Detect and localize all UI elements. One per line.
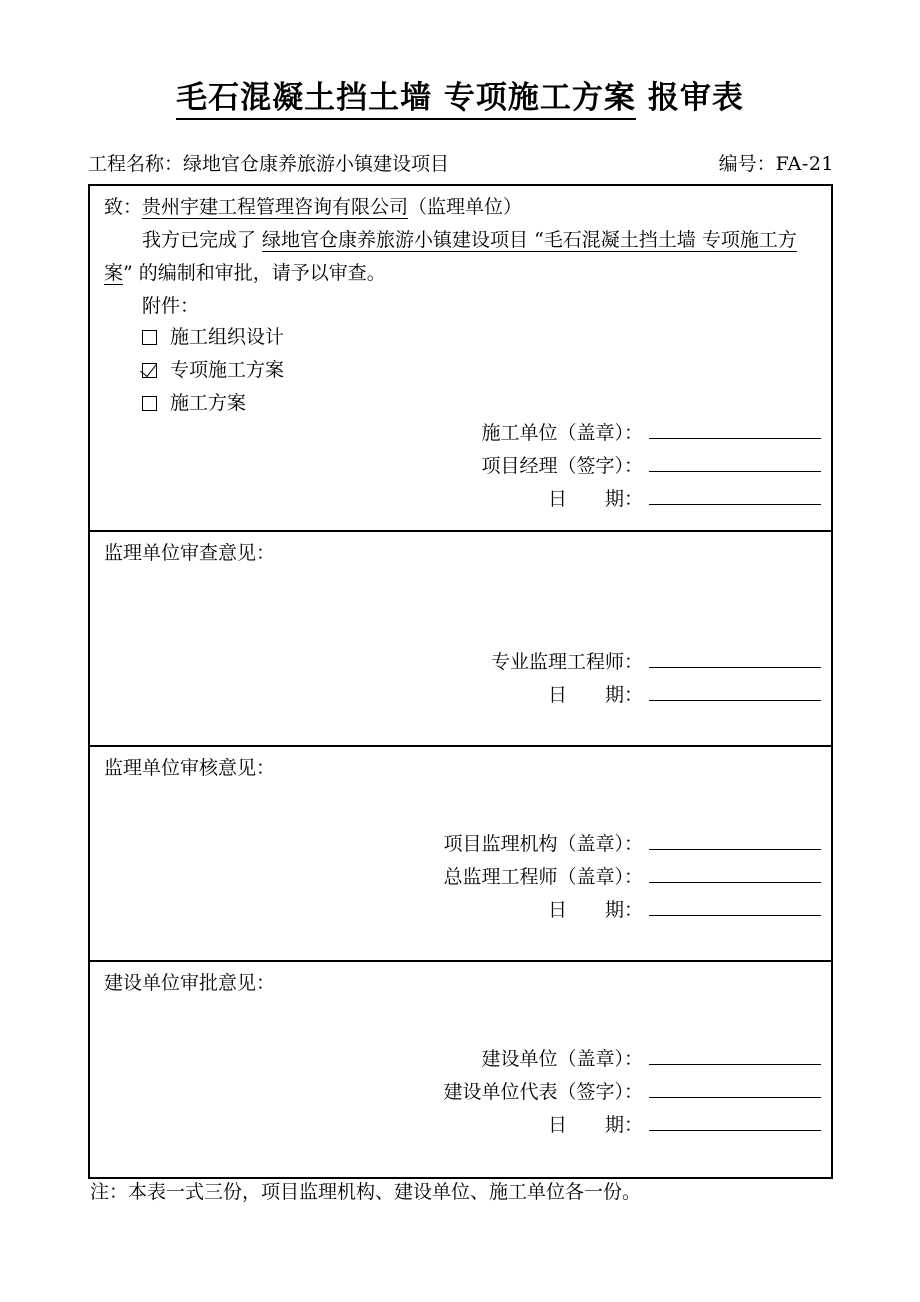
signature-row-owner-representative	[443, 1077, 821, 1110]
signature-blank-line[interactable]	[649, 862, 821, 883]
statement-subject: 绿地官仓康养旅游小镇建设项目 “毛石混凝土挡土墙 专项施工方案	[104, 229, 797, 284]
signature-row-project-manager	[481, 451, 821, 484]
signature-label: 建设单位（盖章）：	[481, 1048, 643, 1070]
checkbox-row-construction-plan[interactable]	[142, 387, 284, 420]
signature-blank-line[interactable]	[649, 895, 821, 916]
checkbox-label: 专项施工方案	[170, 359, 285, 381]
checkbox-checked-icon[interactable]	[142, 363, 157, 378]
supervision-approval-signature-block	[443, 829, 821, 928]
signature-row-chief-supervision-engineer	[443, 862, 821, 895]
signature-label: 建设单位代表（签字）：	[443, 1081, 643, 1103]
section-owner-approval	[90, 962, 831, 1177]
signature-label: 日 期：	[547, 488, 643, 510]
section-heading: 建设单位审批意见：	[104, 972, 276, 994]
statement-suffix: 的编制和审批，请予以审查。	[132, 262, 386, 284]
signature-blank-line[interactable]	[649, 451, 821, 472]
section-supervision-approval	[90, 747, 831, 962]
contractor-signature-block	[481, 418, 821, 517]
submission-statement	[104, 224, 820, 290]
signature-row-project-supervision-agency	[443, 829, 821, 862]
section-supervision-review	[90, 532, 831, 747]
owner-approval-signature-block	[443, 1044, 821, 1143]
document-code-field	[719, 150, 834, 178]
checkbox-row-special-construction-plan[interactable]	[142, 354, 284, 387]
signature-label: 项目监理机构（盖章）：	[443, 833, 643, 855]
footer-note: 注：本表一式三份，项目监理机构、建设单位、施工单位各一份。	[90, 1181, 642, 1203]
signature-row-date	[443, 895, 821, 928]
signature-row-contractor-seal	[481, 418, 821, 451]
statement-prefix: 我方已完成了	[142, 229, 263, 251]
signature-row-date	[491, 680, 821, 713]
signature-row-professional-supervision-engineer	[491, 647, 821, 680]
page-title-underlined: 毛石混凝土挡土墙 专项施工方案	[176, 80, 636, 120]
signature-row-owner-seal	[443, 1044, 821, 1077]
project-name-field	[88, 150, 449, 178]
signature-label: 总监理工程师（盖章）：	[443, 866, 643, 888]
section-heading: 监理单位审核意见：	[104, 757, 276, 779]
form-table	[88, 184, 833, 1179]
checkbox-label: 施工组织设计	[170, 326, 285, 348]
page-title-tail: 报审表	[647, 80, 744, 116]
signature-blank-line[interactable]	[649, 1044, 821, 1065]
signature-label: 日 期：	[547, 899, 643, 921]
signature-row-date	[443, 1110, 821, 1143]
signature-blank-line[interactable]	[649, 829, 821, 850]
signature-label: 专业监理工程师：	[490, 651, 643, 673]
signature-blank-line[interactable]	[649, 418, 821, 439]
addressee-line	[104, 191, 820, 224]
supervision-review-signature-block	[491, 647, 821, 713]
addressee-suffix: （监理单位）	[408, 196, 523, 218]
page-title	[0, 78, 920, 118]
section-contractor-submission	[90, 186, 831, 532]
project-name-label: 工程名称：	[88, 153, 184, 175]
signature-label: 施工单位（盖章）：	[481, 422, 643, 444]
document-code-value: FA-21	[775, 153, 834, 175]
signature-blank-line[interactable]	[649, 1110, 821, 1131]
checkbox-unchecked-icon[interactable]	[142, 330, 157, 345]
signature-blank-line[interactable]	[649, 1077, 821, 1098]
signature-label: 日 期：	[547, 684, 643, 706]
addressee-label: 致：	[104, 196, 143, 218]
signature-row-date	[481, 484, 821, 517]
checkbox-unchecked-icon[interactable]	[142, 396, 157, 411]
supervision-company-name: 贵州宇建工程管理咨询有限公司	[142, 196, 409, 218]
submission-body	[104, 191, 820, 323]
statement-quote-close: ”	[123, 262, 133, 284]
signature-blank-line[interactable]	[649, 484, 821, 505]
checkbox-row-construction-organization-design[interactable]	[142, 321, 284, 354]
signature-label: 项目经理（签字）：	[481, 455, 643, 477]
signature-blank-line[interactable]	[649, 680, 821, 701]
document-header	[88, 150, 834, 178]
document-code-label: 编号：	[718, 153, 776, 175]
signature-label: 日 期：	[547, 1114, 643, 1136]
section-heading: 监理单位审查意见：	[104, 542, 276, 564]
attachment-checkbox-list	[142, 321, 284, 420]
attachment-label: 附件：	[142, 295, 200, 317]
checkbox-label: 施工方案	[170, 392, 247, 414]
signature-blank-line[interactable]	[649, 647, 821, 668]
project-name-value: 绿地官仓康养旅游小镇建设项目	[183, 153, 450, 175]
